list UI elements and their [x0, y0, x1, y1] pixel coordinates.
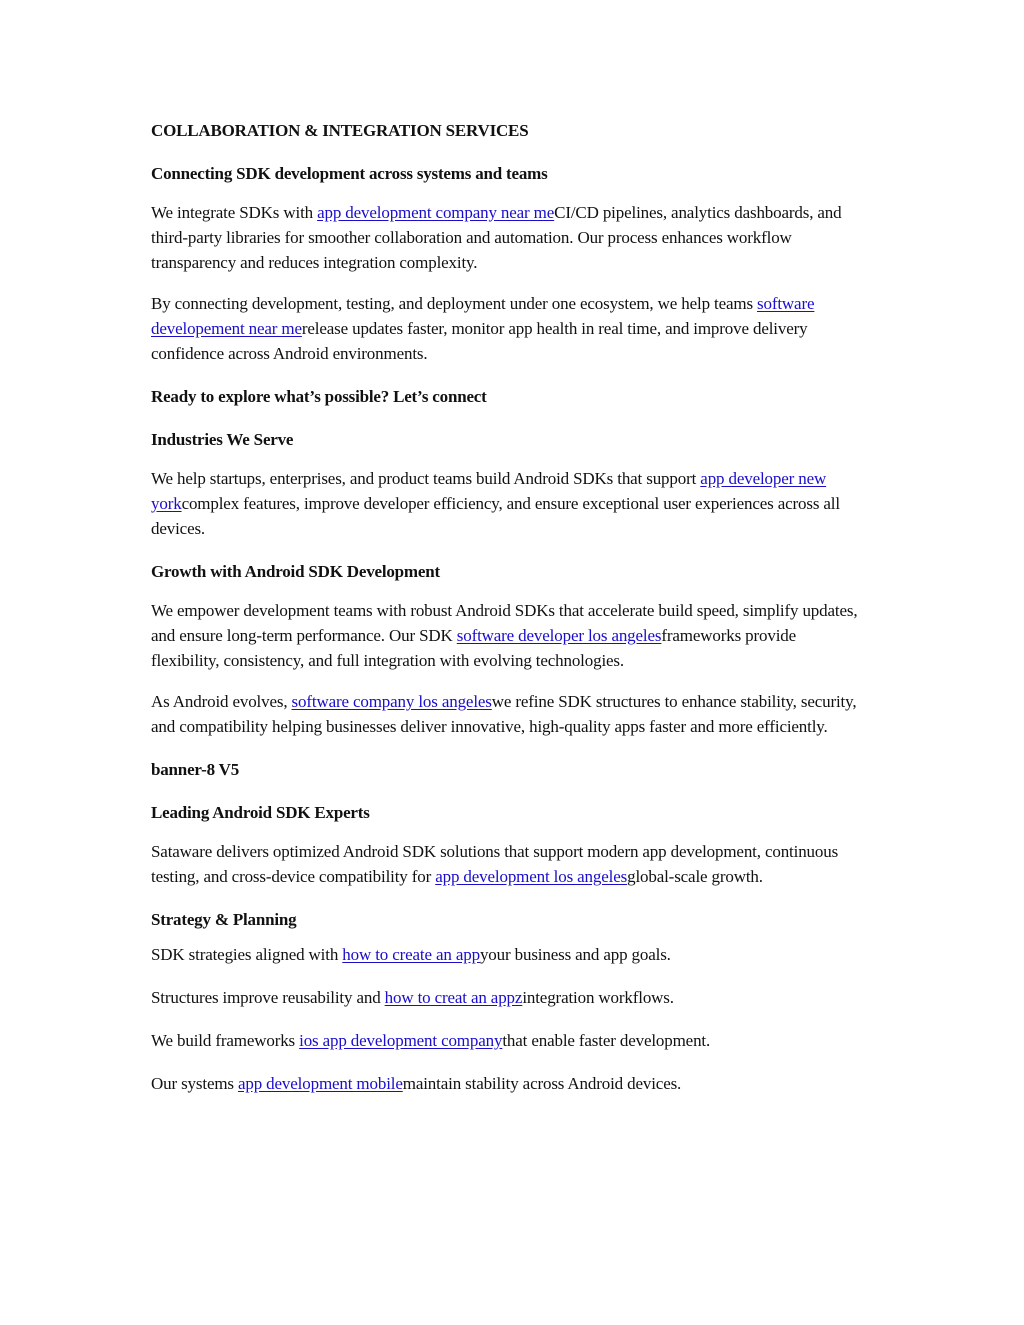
paragraph-text: Structures improve reusability and: [151, 988, 385, 1007]
paragraph-text: frameworks provide flexibility, consistency, and full integration with evolving technologies.: [151, 626, 797, 670]
link-software-company-los-angeles[interactable]: software company los angeles: [291, 692, 492, 711]
link-software-developer-los-angeles[interactable]: software developer los angeles: [456, 626, 662, 645]
section-heading: Growth with Android SDK Development: [151, 562, 440, 581]
link-app-development-los-angeles[interactable]: app development los angeles: [435, 867, 628, 886]
section-heading: Strategy & Planning: [151, 910, 297, 929]
paragraph-text: release updates faster, monitor app health in real time, and improve delivery confidence across Android environments.: [151, 319, 808, 363]
paragraph-text: complex features, improve developer efficiency, and ensure exceptional user experiences across all devices.: [151, 494, 840, 538]
link-app-development-mobile[interactable]: app development mobile: [237, 1074, 403, 1093]
link-how-to-creat-an-appz[interactable]: how to creat an appz: [384, 988, 523, 1007]
paragraph: [151, 200, 867, 275]
paragraph-text: We build frameworks: [151, 1031, 300, 1050]
document-title: COLLABORATION & INTEGRATION SERVICES: [151, 121, 529, 140]
paragraph: [151, 598, 867, 673]
paragraph-text: global-scale growth.: [627, 867, 763, 886]
paragraph-text: that enable faster development.: [502, 1031, 711, 1050]
paragraph: [151, 985, 867, 1010]
section-heading: Connecting SDK development across systems and teams: [151, 164, 548, 183]
link-app-development-company-near-me[interactable]: app development company near me: [317, 203, 555, 222]
section-heading: Industries We Serve: [151, 430, 294, 449]
link-software-developement-near-me[interactable]: software developement near me: [151, 294, 815, 338]
paragraph: [151, 942, 867, 967]
paragraph: [151, 1028, 867, 1053]
paragraph-text: Sataware delivers optimized Android SDK solutions that support modern app development, continuous testing, and cross-device compatibility for: [151, 842, 839, 886]
paragraph-text: SDK strategies aligned with: [151, 945, 343, 964]
paragraph-text: maintain stability across Android devices.: [402, 1074, 682, 1093]
paragraph-text: We help startups, enterprises, and product teams build Android SDKs that support: [151, 469, 701, 488]
section-heading: Leading Android SDK Experts: [151, 803, 370, 822]
paragraph-text: We empower development teams with robust Android SDKs that accelerate build speed, simplify updates, and ensure long-term performance. Our SDK: [151, 601, 858, 645]
paragraph-text: We integrate SDKs with: [151, 203, 318, 222]
paragraph-text: we refine SDK structures to enhance stability, security, and compatibility helping businesses deliver innovative, high-quality apps faster and more efficiently.: [151, 692, 857, 736]
link-ios-app-development-company[interactable]: ios app development company: [299, 1031, 503, 1050]
paragraph-text: As Android evolves,: [151, 692, 292, 711]
paragraph: [151, 839, 867, 889]
link-how-to-create-an-app[interactable]: how to create an app: [342, 945, 480, 964]
document-page: [151, 118, 867, 1096]
paragraph: [151, 689, 867, 739]
paragraph: [151, 291, 867, 366]
paragraph-text: CI/CD pipelines, analytics dashboards, and third-party libraries for smoother collaboration and automation. Our process enhances workflow transparency and reduces integration complexity.: [151, 203, 842, 272]
paragraph-text: By connecting development, testing, and deployment under one ecosystem, we help teams: [151, 294, 758, 313]
paragraph: [151, 1071, 867, 1096]
paragraph-text: your business and app goals.: [479, 945, 671, 964]
section-heading: banner-8 V5: [151, 760, 240, 779]
link-app-developer-new-york[interactable]: app developer new york: [151, 469, 827, 513]
paragraph-text: integration workflows.: [522, 988, 674, 1007]
paragraph-text: Our systems: [151, 1074, 238, 1093]
paragraph: [151, 466, 867, 541]
section-heading: Ready to explore what’s possible? Let’s connect: [151, 387, 487, 406]
